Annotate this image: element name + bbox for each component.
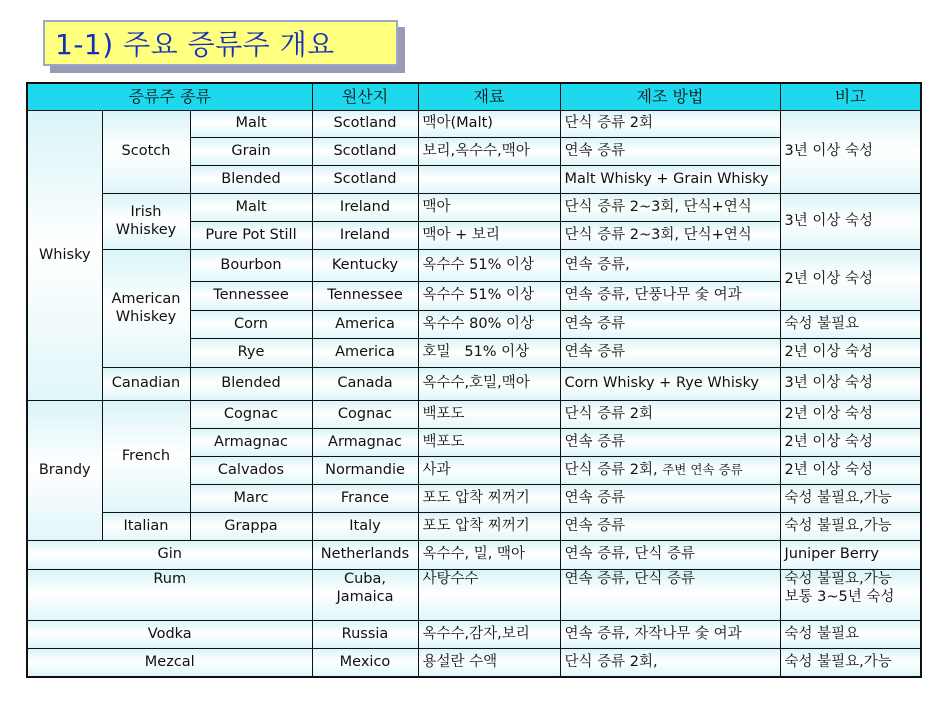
origin-cell: France	[312, 484, 418, 512]
note-cell: 숙성 불필요	[780, 310, 921, 338]
group-brandy: Brandy	[27, 400, 102, 540]
type-gin: Gin	[27, 540, 312, 569]
table-row	[27, 110, 921, 137]
table-row	[27, 540, 921, 569]
group-american	[102, 249, 190, 367]
type-cell: Marc	[190, 484, 312, 512]
origin-cell: Cognac	[312, 400, 418, 428]
method-cell	[560, 456, 780, 484]
origin-line2: Jamaica	[336, 588, 394, 605]
origin-cell	[312, 569, 418, 620]
material-cell: 맥아 + 보리	[418, 221, 560, 249]
method-cell: 단식 증류 2~3회, 단식+연식	[560, 193, 780, 221]
note-cell: 숙성 불필요,가능	[780, 484, 921, 512]
material-cell: 백포도	[418, 428, 560, 456]
group-canadian: Canadian	[102, 367, 190, 400]
table-row	[27, 249, 921, 281]
material-cell: 사탕수수	[418, 569, 560, 620]
origin-cell: Ireland	[312, 193, 418, 221]
header-note: 비고	[780, 83, 921, 110]
material-cell: 백포도	[418, 400, 560, 428]
note-cell: 2년 이상 숙성	[780, 428, 921, 456]
material-cell: 포도 압착 찌꺼기	[418, 512, 560, 540]
origin-line1: Cuba,	[343, 570, 386, 587]
group-whisky: Whisky	[27, 110, 102, 400]
note-cell	[780, 569, 921, 620]
method-cell: 연속 증류, 단식 증류	[560, 540, 780, 569]
origin-cell: America	[312, 338, 418, 367]
material-cell: 옥수수 51% 이상	[418, 249, 560, 281]
type-vodka: Vodka	[27, 620, 312, 648]
material-cell: 옥수수,호밀,맥아	[418, 367, 560, 400]
type-cell: Grappa	[190, 512, 312, 540]
origin-cell: Armagnac	[312, 428, 418, 456]
type-cell: Grain	[190, 137, 312, 165]
type-cell: Bourbon	[190, 249, 312, 281]
group-italian: Italian	[102, 512, 190, 540]
origin-cell: Russia	[312, 620, 418, 648]
note-cell: 숙성 불필요	[780, 620, 921, 648]
method-cell: Corn Whisky + Rye Whisky	[560, 367, 780, 400]
method-cell: 연속 증류	[560, 484, 780, 512]
origin-cell: Netherlands	[312, 540, 418, 569]
method-cell: 연속 증류, 단식 증류	[560, 569, 780, 620]
origin-cell: Ireland	[312, 221, 418, 249]
type-cell: Armagnac	[190, 428, 312, 456]
type-cell: Malt	[190, 193, 312, 221]
material-cell: 옥수수 80% 이상	[418, 310, 560, 338]
note-cell: 3년 이상 숙성	[780, 367, 921, 400]
method-small: 주변 연속 증류	[662, 461, 743, 477]
material-cell	[418, 165, 560, 193]
table-row	[27, 400, 921, 428]
material-cell: 사과	[418, 456, 560, 484]
method-cell: 단식 증류 2회	[560, 110, 780, 137]
method-cell: 연속 증류, 자작나무 숯 여과	[560, 620, 780, 648]
type-cell: Malt	[190, 110, 312, 137]
group-irish	[102, 193, 190, 249]
method-cell: 연속 증류	[560, 428, 780, 456]
method-cell: Malt Whisky + Grain Whisky	[560, 165, 780, 193]
group-french: French	[102, 400, 190, 512]
header-origin: 원산지	[312, 83, 418, 110]
origin-cell: America	[312, 310, 418, 338]
page-title: 1-1) 주요 증류주 개요	[55, 28, 335, 61]
origin-cell: Kentucky	[312, 249, 418, 281]
type-cell: Calvados	[190, 456, 312, 484]
type-cell: Rye	[190, 338, 312, 367]
header-row	[27, 83, 921, 110]
origin-cell: Scotland	[312, 110, 418, 137]
type-cell: Tennessee	[190, 281, 312, 310]
method-cell: 단식 증류 2회,	[560, 648, 780, 677]
table-row	[27, 193, 921, 221]
method-cell: 연속 증류	[560, 338, 780, 367]
method-cell: 연속 증류	[560, 310, 780, 338]
method-cell: 연속 증류,	[560, 249, 780, 281]
note-cell: 2년 이상 숙성	[780, 400, 921, 428]
header-method: 제조 방법	[560, 83, 780, 110]
note-cell: 숙성 불필요,가능	[780, 648, 921, 677]
origin-cell: Normandie	[312, 456, 418, 484]
material-cell: 보리,옥수수,맥아	[418, 137, 560, 165]
note-american: 2년 이상 숙성	[780, 249, 921, 310]
group-irish-line1: Irish	[130, 203, 162, 220]
table-row	[27, 512, 921, 540]
table-row	[27, 367, 921, 400]
note-line1: 숙성 불필요,가능	[784, 570, 892, 587]
method-main: 단식 증류 2회,	[564, 461, 658, 478]
type-cell: Blended	[190, 367, 312, 400]
method-cell: 연속 증류	[560, 137, 780, 165]
method-cell: 연속 증류	[560, 512, 780, 540]
table-row	[27, 569, 921, 620]
note-cell: 2년 이상 숙성	[780, 456, 921, 484]
note-cell: 숙성 불필요,가능	[780, 512, 921, 540]
type-cell: Blended	[190, 165, 312, 193]
note-cell: 2년 이상 숙성	[780, 338, 921, 367]
table-row	[27, 620, 921, 648]
material-cell: 호밀 51% 이상	[418, 338, 560, 367]
material-cell: 용설란 수액	[418, 648, 560, 677]
note-line2: 보통 3~5년 숙성	[784, 588, 895, 605]
type-rum: Rum	[27, 569, 312, 620]
method-cell: 단식 증류 2회	[560, 400, 780, 428]
note-irish: 3년 이상 숙성	[780, 193, 921, 249]
origin-cell: Mexico	[312, 648, 418, 677]
origin-cell: Canada	[312, 367, 418, 400]
material-cell: 맥아(Malt)	[418, 110, 560, 137]
material-cell: 옥수수 51% 이상	[418, 281, 560, 310]
material-cell: 옥수수, 밀, 맥아	[418, 540, 560, 569]
origin-cell: Scotland	[312, 165, 418, 193]
table-row	[27, 648, 921, 677]
type-cell: Pure Pot Still	[190, 221, 312, 249]
origin-cell: Tennessee	[312, 281, 418, 310]
header-material: 재료	[418, 83, 560, 110]
type-cell: Corn	[190, 310, 312, 338]
group-irish-line2: Whiskey	[115, 222, 177, 238]
group-american-line1: American	[111, 290, 181, 307]
group-scotch: Scotch	[102, 110, 190, 193]
spirits-table	[26, 82, 922, 678]
method-cell: 단식 증류 2~3회, 단식+연식	[560, 221, 780, 249]
type-cell: Cognac	[190, 400, 312, 428]
material-cell: 포도 압착 찌꺼기	[418, 484, 560, 512]
group-american-line2: Whiskey	[115, 309, 177, 325]
origin-cell: Italy	[312, 512, 418, 540]
type-mezcal: Mezcal	[27, 648, 312, 677]
material-cell: 맥아	[418, 193, 560, 221]
method-cell: 연속 증류, 단풍나무 숯 여과	[560, 281, 780, 310]
origin-cell: Scotland	[312, 137, 418, 165]
material-cell: 옥수수,감자,보리	[418, 620, 560, 648]
header-type: 증류주 종류	[27, 83, 312, 110]
note-cell: Juniper Berry	[780, 540, 921, 569]
note-scotch: 3년 이상 숙성	[780, 110, 921, 193]
title-box	[43, 20, 398, 66]
